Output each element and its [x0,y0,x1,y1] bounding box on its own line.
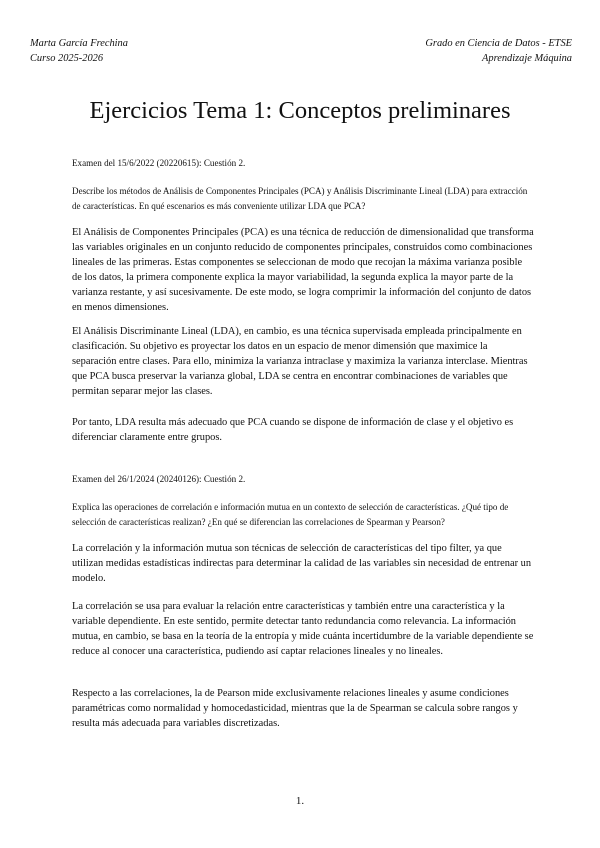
course-year: Curso 2025-2026 [30,52,104,64]
answer-1-paragraph-3: Por tanto, LDA resulta más adecuado que PCA cuando se dispone de información de clase y el objetivo es diferenciar claramente entre grupos. [72,417,514,444]
exam-reference-2: Examen del 26/1/2024 (20240126): Cuestión 2. [72,474,246,484]
page-number: 1. [295,795,305,807]
answer-1-paragraph-2: El Análisis Discriminante Lineal (LDA), en cambio, es una técnica supervisada empleada principalmente en clasificación. Su objetivo es proyectar los datos en un espacio de menor dimensión que maximice la separación entre clases. Para ello, minimiza la varianza intraclase y maximiza la varianza interclase. Mientras que PCA busca preservar la varianza global, LDA se centra en encontrar combinaciones de variables que permitan separar mejor las clases. [72,326,528,398]
header-right [425,37,572,66]
page-title: Ejercicios Tema 1: Conceptos preliminares [89,97,511,124]
degree-name: Grado en Ciencia de Datos - ETSE [425,38,572,49]
answer-2-paragraph-2: La correlación se usa para evaluar la relación entre características y también entre una característica y la variable dependiente. En este sentido, permite detectar tanto redundancia como relevancia. La información mutua, en cambio, se basa en la teoría de la entropía y mide cuánta incertidumbre de la variable dependiente se reduce al conocer una característica, pudiendo así captar relaciones lineales y no lineales. [72,601,534,658]
answer-2-paragraph-1: La correlación y la información mutua son técnicas de selección de características del tipo filter, ya que utilizan medidas estadísticas indirectas para determinar la calidad de las variables sin necesidad de entrenar un modelo. [72,543,532,585]
question-2: Explica las operaciones de correlación e información mutua en un contexto de selección de características. ¿Qué tipo de selección de características realizan? ¿En qué se diferencian las correlaciones de Spearman y Pearson? [72,502,509,527]
answer-1-paragraph-1: El Análisis de Componentes Principales (PCA) es una técnica de reducción de dimensionalidad que transforma las variables originales en un conjunto reducido de componentes principales, construidos como combinaciones lineales de las primeras. Estas componentes se seleccionan de modo que recojan la máxima varianza posible de los datos, la primera componente explica la mayor variabilidad, la segunda explica la mayor parte de la varianza restante, y así sucesivamente. De este modo, se logra comprimir la información del conjunto de datos en menos dimensiones. [72,227,534,314]
question-1: Describe los métodos de Análisis de Componentes Principales (PCA) y Análisis Discriminante Lineal (LDA) para extracción de características. En qué escenarios es más conveniente utilizar LDA que PCA? [72,186,528,211]
subject-name: Aprendizaje Máquina [482,52,572,64]
header-left [30,37,128,66]
author-name: Marta García Frechina [30,38,128,49]
answer-2-paragraph-3: Respecto a las correlaciones, la de Pearson mide exclusivamente relaciones lineales y asume condiciones paramétricas como normalidad y homocedasticidad, mientras que la de Spearman se calcula sobre rangos y resulta más adecuada para variables discretizadas. [72,688,518,730]
exam-reference-1: Examen del 15/6/2022 (20220615): Cuestión 2. [72,158,246,168]
